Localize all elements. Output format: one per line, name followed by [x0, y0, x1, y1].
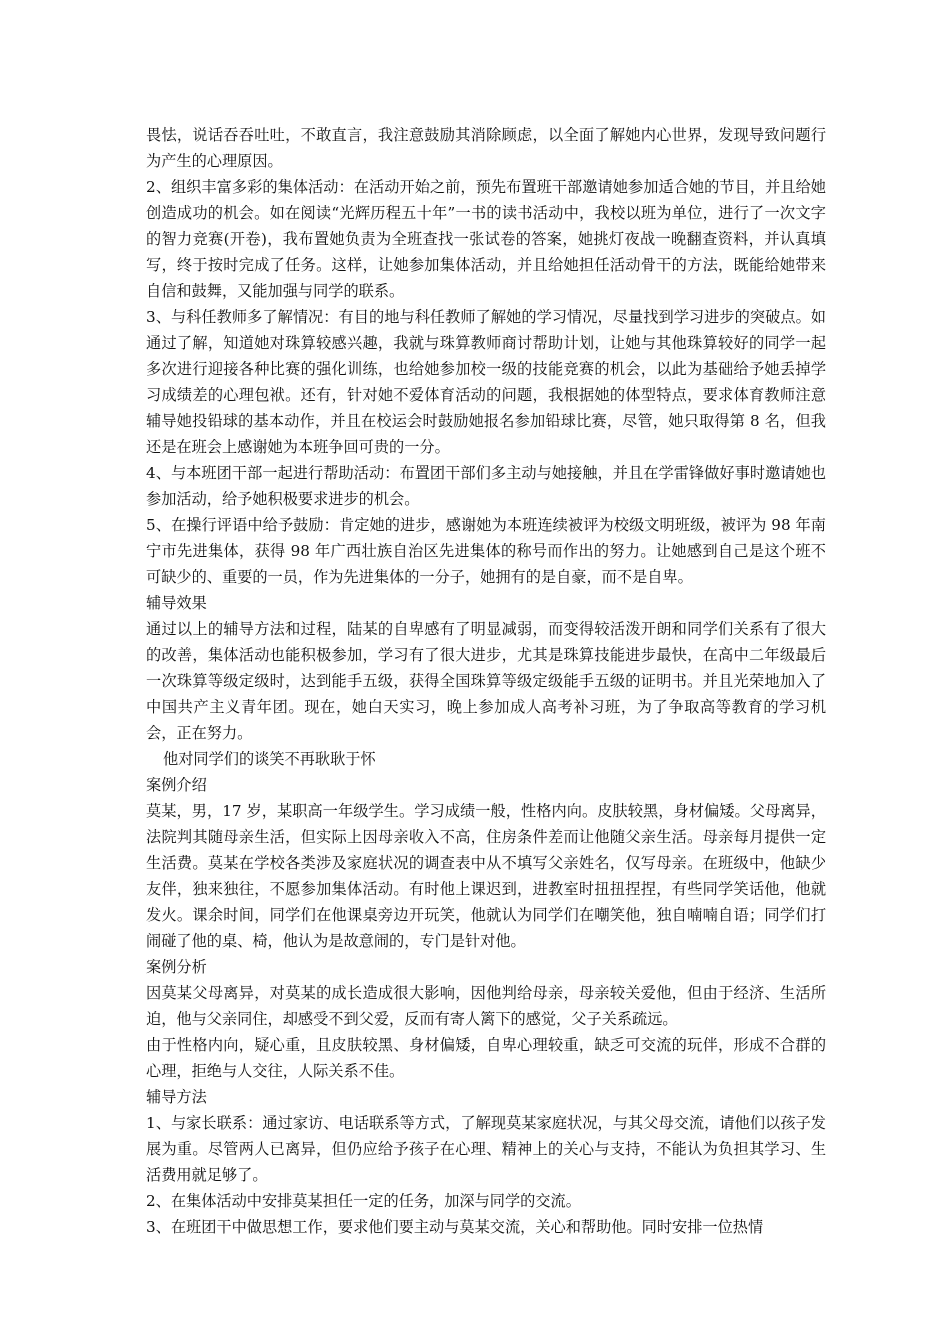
paragraph: 2、组织丰富多彩的集体活动：在活动开始之前，预先布置班干部邀请她参加适合她的节目，并且给她创造成功的机会。如在阅读“光辉历程五十年”一书的读书活动中，我校以班为单位，进行了一次文字的智力竞赛(开卷)，我布置她负责为全班查找一张试卷的答案，她挑灯夜战一晚翻查资料，并认真填写，终于按时完成了任务。这样，让她参加集体活动，并且给她担任活动骨干的方法，既能给她带来自信和鼓舞，又能加强与同学的联系。: [146, 178, 826, 300]
paragraph: 案例介绍: [146, 776, 207, 794]
paragraph: 5、在操行评语中给予鼓励：肯定她的进步，感谢她为本班连续被评为校级文明班级，被评为 98 年南宁市先进集体，获得 98 年广西壮族自治区先进集体的称号而作出的努力。让她感到自己是这个班不可缺少的、重要的一员，作为先进集体的一分子，她拥有的是自豪，而不是自卑。: [146, 516, 826, 586]
paragraph: 2、在集体活动中安排莫某担任一定的任务，加深与同学的交流。: [146, 1192, 581, 1210]
paragraph: 由于性格内向，疑心重，且皮肤较黑、身材偏矮，自卑心理较重，缺乏可交流的玩伴，形成不合群的心理，拒绝与人交往，人际关系不佳。: [146, 1036, 826, 1080]
paragraph: 1、与家长联系：通过家访、电话联系等方式，了解现莫某家庭状况，与其父母交流，请他们以孩子发展为重。尽管两人已离异，但仍应给予孩子在心理、精神上的关心与支持，不能认为负担其学习、生活费用就足够了。: [146, 1114, 826, 1184]
paragraph: 辅导效果: [146, 594, 207, 612]
paragraph: 畏怯，说话吞吞吐吐，不敢直言，我注意鼓励其消除顾虑，以全面了解她内心世界，发现导致问题行为产生的心理原因。: [146, 126, 826, 170]
paragraph: 莫某，男，17 岁，某职高一年级学生。学习成绩一般，性格内向。皮肤较黑，身材偏矮。父母离异，法院判其随母亲生活，但实际上因母亲收入不高，住房条件差而让他随父亲生活。母亲每月提供一定生活费。莫某在学校各类涉及家庭状况的调查表中从不填写父亲姓名，仅写母亲。在班级中，他缺少友伴，独来独往，不愿参加集体活动。有时他上课迟到，进教室时扭扭捏捏，有些同学笑话他，他就发火。课余时间，同学们在他课桌旁边开玩笑，他就认为同学们在嘲笑他，独自喃喃自语；同学们打闹碰了他的桌、椅，他认为是故意闹的，专门是针对他。: [146, 802, 826, 950]
section-title: 他对同学们的谈笑不再耿耿于怀: [163, 750, 376, 768]
paragraph: 辅导方法: [146, 1088, 207, 1106]
document-body: [146, 122, 826, 1240]
paragraph: 案例分析: [146, 958, 207, 976]
paragraph: 通过以上的辅导方法和过程，陆某的自卑感有了明显减弱，而变得较活泼开朗和同学们关系有了很大的改善，集体活动也能积极参加，学习有了很大进步，尤其是珠算技能进步最快，在高中二年级最后一次珠算等级定级时，达到能手五级，获得全国珠算等级定级能手五级的证明书。并且光荣地加入了中国共产主义青年团。现在，她白天实习，晚上参加成人高考补习班，为了争取高等教育的学习机会，正在努力。: [146, 620, 826, 742]
paragraph: 3、与科任教师多了解情况：有目的地与科任教师了解她的学习情况，尽量找到学习进步的突破点。如通过了解，知道她对珠算较感兴趣，我就与珠算教师商讨帮助计划，让她与其他珠算较好的同学一起多次进行迎接各种比赛的强化训练，也给她参加校一级的技能竞赛的机会，以此为基础给予她丢掉学习成绩差的心理包袱。还有，针对她不爱体育活动的问题，我根据她的体型特点，要求体育教师注意辅导她投铅球的基本动作，并且在校运会时鼓励她报名参加铅球比赛，尽管，她只取得第 8 名，但我还是在班会上感谢她为本班争回可贵的一分。: [146, 308, 826, 456]
paragraph: 4、与本班团干部一起进行帮助活动：布置团干部们多主动与她接触，并且在学雷锋做好事时邀请她也参加活动，给予她积极要求进步的机会。: [146, 464, 826, 508]
paragraph: 3、在班团干中做思想工作，要求他们要主动与莫某交流，关心和帮助他。同时安排一位热情: [146, 1218, 764, 1236]
paragraph: 因莫某父母离异，对莫某的成长造成很大影响，因他判给母亲，母亲较关爱他，但由于经济、生活所迫，他与父亲同住，却感受不到父爱，反而有寄人篱下的感觉，父子关系疏远。: [146, 984, 826, 1028]
